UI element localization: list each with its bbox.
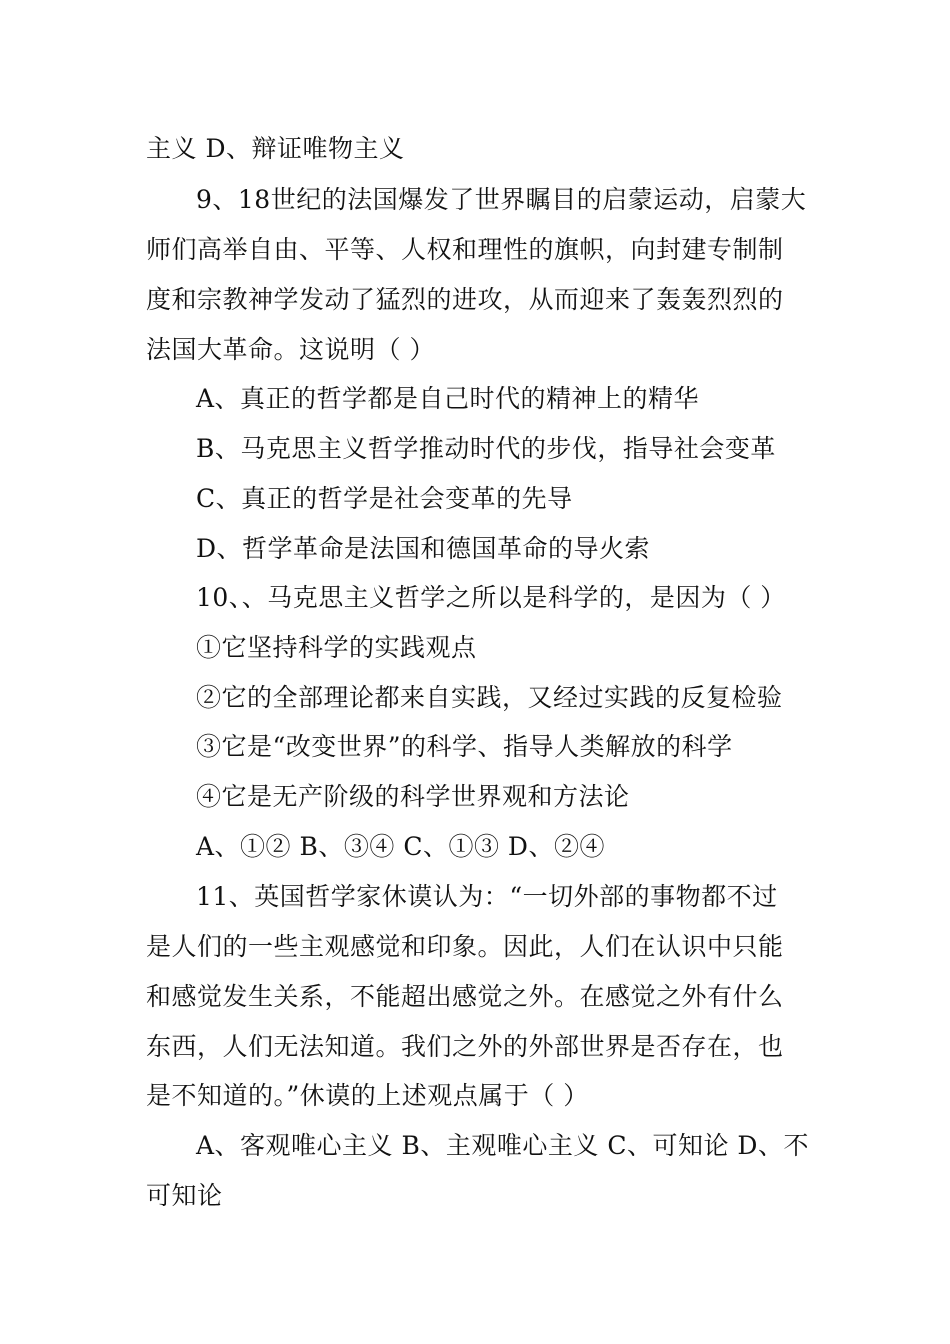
statement-4: ④它是无产阶级的科学世界观和方法论 xyxy=(196,782,630,811)
question-11-text: 11、英国哲学家休谟认为：“一切外部的事物都不过 xyxy=(196,882,778,911)
statement-3: ③它是“改变世界”的科学、指导人类解放的科学 xyxy=(196,732,733,761)
option-c: C、真正的哲学是社会变革的先导 xyxy=(196,484,573,513)
text-line: 是人们的一些主观感觉和印象。因此，人们在认识中只能 xyxy=(146,932,784,961)
options-line: A、①② B、③④ C、①③ D、②④ xyxy=(196,832,605,861)
option-a: A、真正的哲学都是自己时代的精神上的精华 xyxy=(196,384,700,413)
statement-2: ②它的全部理论都来自实践，又经过实践的反复检验 xyxy=(196,683,783,712)
question-9-text: 9、18世纪的法国爆发了世界瞩目的启蒙运动，启蒙大 xyxy=(196,185,807,214)
text-line: 法国大革命。这说明（ ） xyxy=(146,335,435,364)
option-d: D、哲学革命是法国和德国革命的导火索 xyxy=(196,534,651,563)
text-line: 东西，人们无法知道。我们之外的外部世界是否存在，也 xyxy=(146,1032,784,1061)
text-line: 主义 D、辩证唯物主义 xyxy=(146,134,405,163)
text-line: 可知论 xyxy=(146,1181,223,1210)
text-line: 师们高举自由、平等、人权和理性的旗帜，向封建专制制 xyxy=(146,235,784,264)
text-line: 度和宗教神学发动了猛烈的进攻，从而迎来了轰轰烈烈的 xyxy=(146,285,784,314)
text-line: 和感觉发生关系，不能超出感觉之外。在感觉之外有什么 xyxy=(146,982,784,1011)
statement-1: ①它坚持科学的实践观点 xyxy=(196,633,477,662)
option-b: B、马克思主义哲学推动时代的步伐，指导社会变革 xyxy=(196,434,776,463)
options-line: A、客观唯心主义 B、主观唯心主义 C、可知论 D、不 xyxy=(196,1131,809,1160)
question-10-text: 10、、马克思主义哲学之所以是科学的，是因为（ ） xyxy=(196,583,786,612)
text-line: 是不知道的。”休谟的上述观点属于（ ） xyxy=(146,1081,589,1110)
